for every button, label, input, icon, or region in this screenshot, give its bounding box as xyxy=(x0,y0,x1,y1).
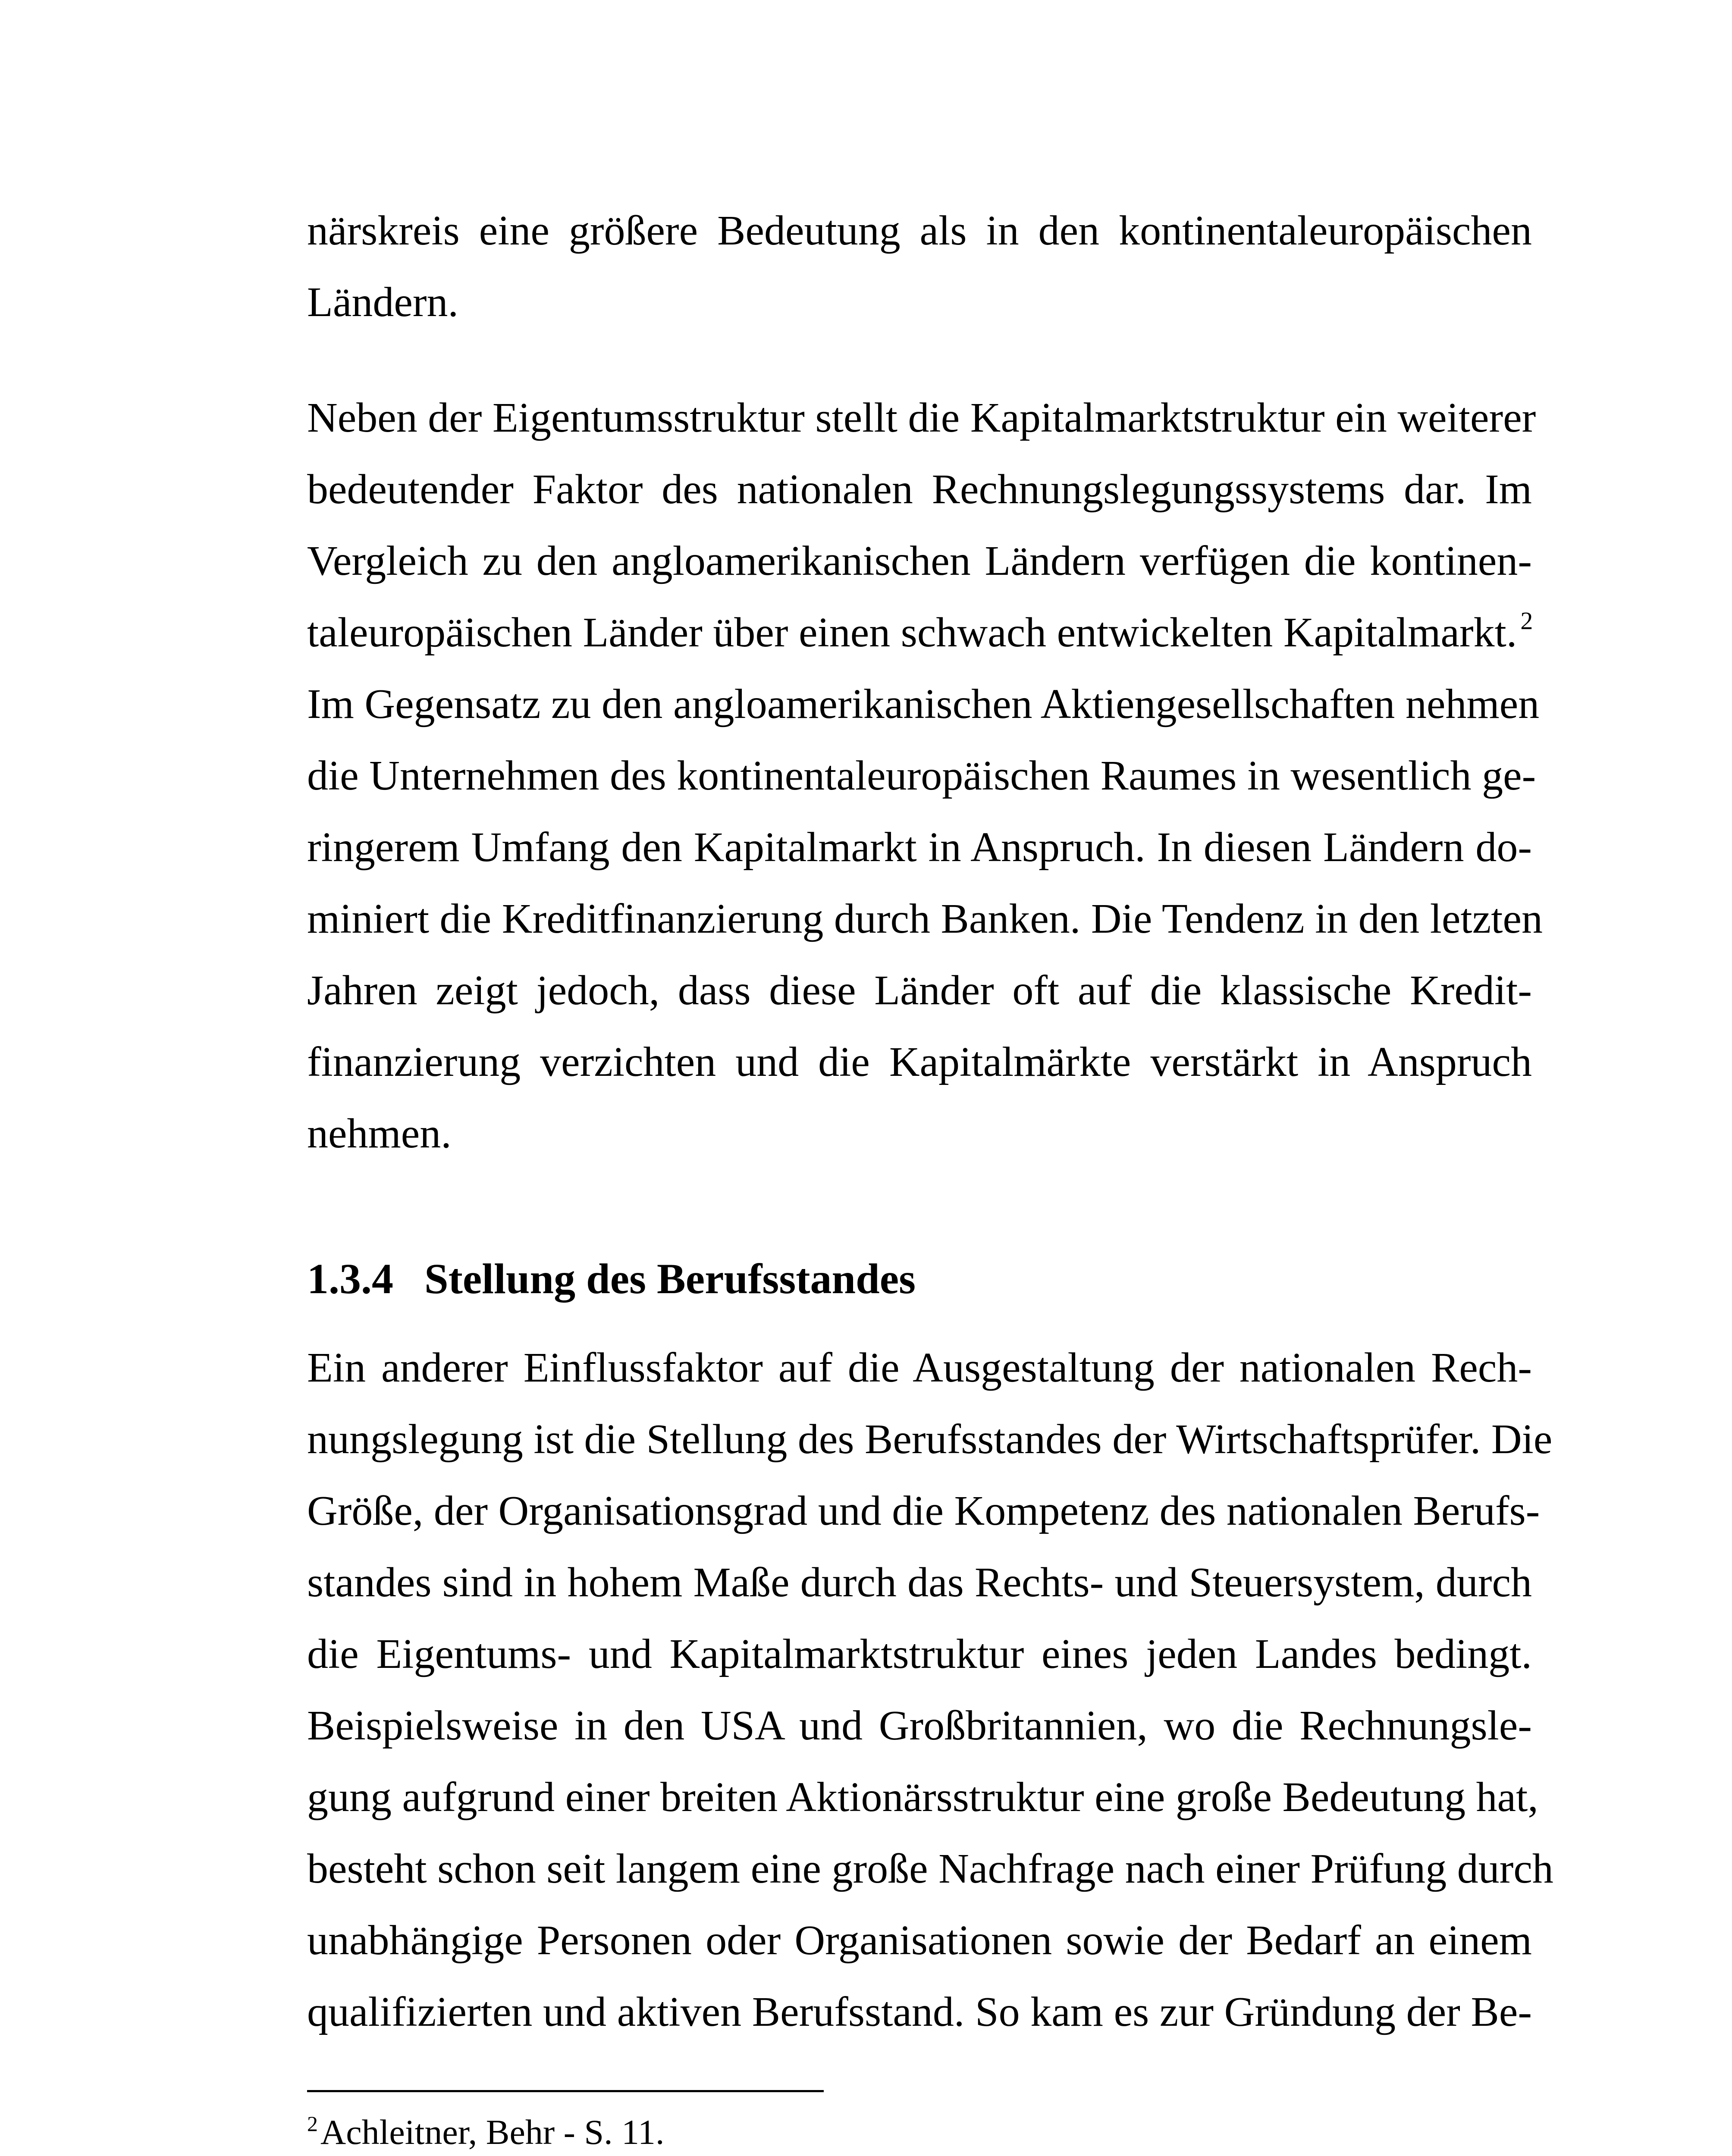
text-line: finanzierung verzichten und die Kapitalmärkte verstärkt in Anspruch xyxy=(307,1039,1532,1085)
text-line: besteht schon seit langem eine große Nachfrage nach einer Prüfung durch xyxy=(307,1846,1553,1892)
text-line: unabhängige Personen oder Organisationen sowie der Bedarf an einem xyxy=(307,1917,1532,1964)
text-line-with-footnote xyxy=(307,597,1532,668)
text-line: gung aufgrund einer breiten Aktionärsstruktur eine große Bedeutung hat, xyxy=(307,1774,1538,1821)
text-line: Beispielsweise in den USA und Großbritannien, wo die Rechnungsle- xyxy=(307,1702,1532,1749)
footnote-marker: 2 xyxy=(307,2112,318,2136)
paragraph-3 xyxy=(307,1332,1553,2048)
text-line: Im Gegensatz zu den angloamerikanischen Aktiengesellschaften nehmen xyxy=(307,681,1540,727)
footnote-reference: 2 xyxy=(1520,607,1533,635)
text-line: Jahren zeigt jedoch, dass diese Länder oft auf die klassische Kredit- xyxy=(307,967,1532,1014)
text-line: Neben der Eigentumsstruktur stellt die Kapitalmarktstruktur ein weiterer xyxy=(307,395,1536,441)
text-line: Größe, der Organisationsgrad und die Kompetenz des nationalen Berufs- xyxy=(307,1488,1540,1534)
section-heading xyxy=(307,1244,916,1313)
text-line: miniert die Kreditfinanzierung durch Banken. Die Tendenz in den letzten xyxy=(307,896,1543,942)
text-line: Vergleich zu den angloamerikanischen Ländern verfügen die kontinen- xyxy=(307,538,1532,584)
section-title: Stellung des Berufsstandes xyxy=(424,1255,916,1303)
text-line: bedeutender Faktor des nationalen Rechnungslegungssystems dar. Im xyxy=(307,466,1532,513)
text-line: ringerem Umfang den Kapitalmarkt in Anspruch. In diesen Ländern do- xyxy=(307,824,1532,871)
text-line: taleuropäischen Länder über einen schwach entwickelten Kapitalmarkt. xyxy=(307,609,1517,656)
text-line: standes sind in hohem Maße durch das Rechts- und Steuersystem, durch xyxy=(307,1559,1532,1606)
text-line: qualifizierten und aktiven Berufsstand. So kam es zur Gründung der Be- xyxy=(307,1989,1532,2035)
text-line: die Eigentums- und Kapitalmarktstruktur eines jeden Landes bedingt. xyxy=(307,1631,1532,1677)
paragraph-1 xyxy=(307,195,1532,338)
footnote-text: Achleitner, Behr - S. 11. xyxy=(320,2112,665,2152)
footnote xyxy=(307,2104,665,2156)
text-line: die Unternehmen des kontinentaleuropäischen Raumes in wesentlich ge- xyxy=(307,752,1536,799)
section-number: 1.3.4 xyxy=(307,1255,393,1303)
text-line: närskreis eine größere Bedeutung als in den kontinentaleuropäischen xyxy=(307,207,1532,254)
paragraph-2 xyxy=(307,382,1543,1169)
text-line: nungslegung ist die Stellung des Berufsstandes der Wirtschaftsprüfer. Die xyxy=(307,1416,1553,1463)
text-line: Ländern. xyxy=(307,279,458,326)
footnote-separator xyxy=(307,2090,824,2092)
text-line: Ein anderer Einflussfaktor auf die Ausgestaltung der nationalen Rech- xyxy=(307,1344,1532,1391)
text-line: nehmen. xyxy=(307,1110,452,1157)
